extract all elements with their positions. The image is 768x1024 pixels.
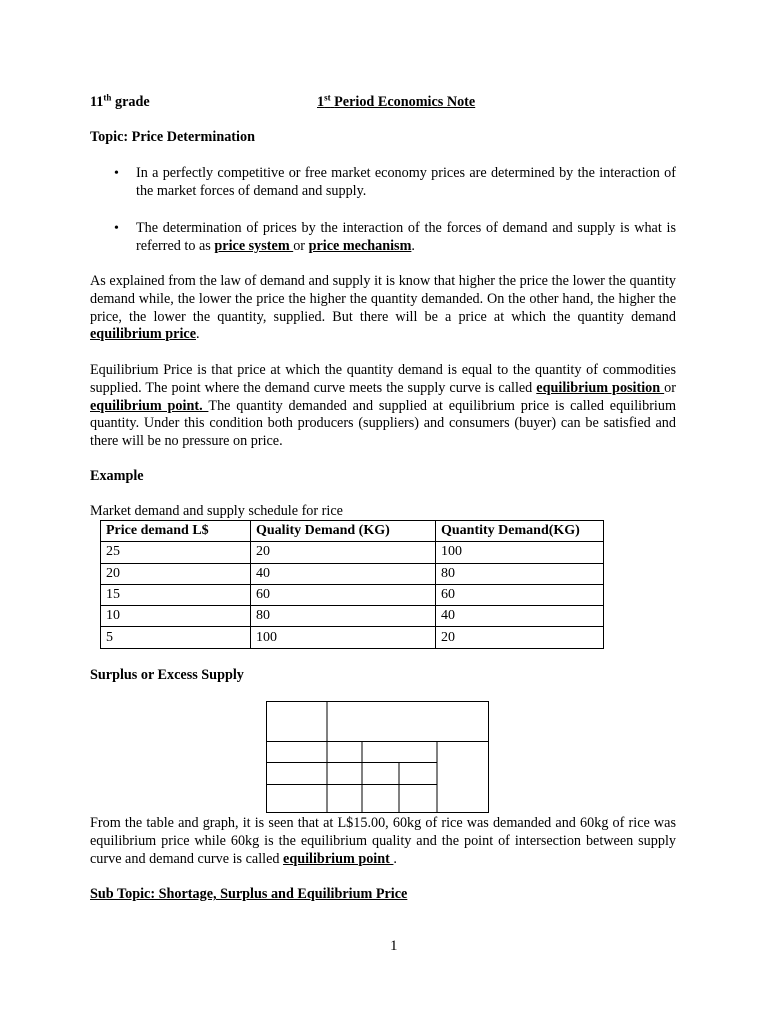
paragraph-law-of-demand: As explained from the law of demand and supply it is know that higher the price the lower the quantity demand while, the lower the price the higher the quantity demanded. On the other hand, the higher the price, the lower the quantity, supplied. But there will be a price at which the quantity demand equilibrium price. xyxy=(90,273,676,343)
table-cell: 20 xyxy=(101,563,251,584)
page-number: 1 xyxy=(390,938,398,954)
table-cell: 60 xyxy=(251,584,436,605)
page-title: 1st Period Economics Note xyxy=(317,92,476,110)
table-row xyxy=(101,563,604,584)
surplus-heading: Surplus or Excess Supply xyxy=(90,667,244,683)
paragraph-equilibrium-price: Equilibrium Price is that price at which the quantity demand is equal to the quantity of commodities supplied. The point where the demand curve meets the supply curve is called equilibrium position or equilibrium point. The quantity demanded and supplied at equilibrium price is called equilibrium quantity. Under this condition both producers (suppliers) and consumers (buyer) can be satisfied and there will be no pressure on price. xyxy=(90,362,676,450)
table-cell: 100 xyxy=(251,627,436,648)
subtopic-heading: Sub Topic: Shortage, Surplus and Equilibrium Price xyxy=(90,886,408,902)
paragraph-conclusion: From the table and graph, it is seen that at L$15.00, 60kg of rice was demanded and 60kg of rice was equilibrium price while 60kg is the equilibrium quality and the point of intersection between supply curve and demand curve is called equilibrium point . xyxy=(90,815,676,867)
bullet-icon: • xyxy=(114,166,119,181)
table-cell: 20 xyxy=(251,542,436,563)
table-cell: 5 xyxy=(101,627,251,648)
demand-supply-table xyxy=(100,520,604,649)
column-header: Price demand L$ xyxy=(101,521,251,542)
column-header: Quality Demand (KG) xyxy=(251,521,436,542)
topic-heading: Topic: Price Determination xyxy=(90,129,255,145)
table-cell: 25 xyxy=(101,542,251,563)
term-equilibrium-price: equilibrium price xyxy=(90,326,197,343)
table-cell: 20 xyxy=(436,627,604,648)
term-equilibrium-position: equilibrium position xyxy=(536,379,665,396)
table-row xyxy=(101,542,604,563)
bullet-icon: • xyxy=(114,221,119,236)
table-header-row xyxy=(101,521,604,542)
empty-grid-graph xyxy=(265,700,491,816)
term-price-mechanism: price mechanism xyxy=(308,237,412,254)
table-row xyxy=(101,627,604,648)
table-cell: 100 xyxy=(436,542,604,563)
term-price-system: price system xyxy=(214,237,294,254)
bullet-item-1: In a perfectly competitive or free market economy prices are determined by the interaction of the market forces of demand and supply. xyxy=(136,165,676,199)
bullet-item-2: The determination of prices by the interaction of the forces of demand and supply is what is referred to as price system or price mechanism. xyxy=(136,220,676,254)
table-cell: 10 xyxy=(101,606,251,627)
table-cell: 60 xyxy=(436,584,604,605)
table-cell: 15 xyxy=(101,584,251,605)
example-heading: Example xyxy=(90,468,144,484)
grade-label: 11th grade xyxy=(90,92,150,110)
table-cell: 40 xyxy=(436,606,604,627)
table-cell: 40 xyxy=(251,563,436,584)
term-equilibrium-point: equilibrium point. xyxy=(90,397,209,414)
table-row xyxy=(101,606,604,627)
term-equilibrium-point-2: equilibrium point xyxy=(283,850,394,867)
table-cell: 80 xyxy=(436,563,604,584)
table-caption: Market demand and supply schedule for rice xyxy=(90,503,343,519)
table-cell: 80 xyxy=(251,606,436,627)
table-row xyxy=(101,584,604,605)
column-header: Quantity Demand(KG) xyxy=(436,521,604,542)
